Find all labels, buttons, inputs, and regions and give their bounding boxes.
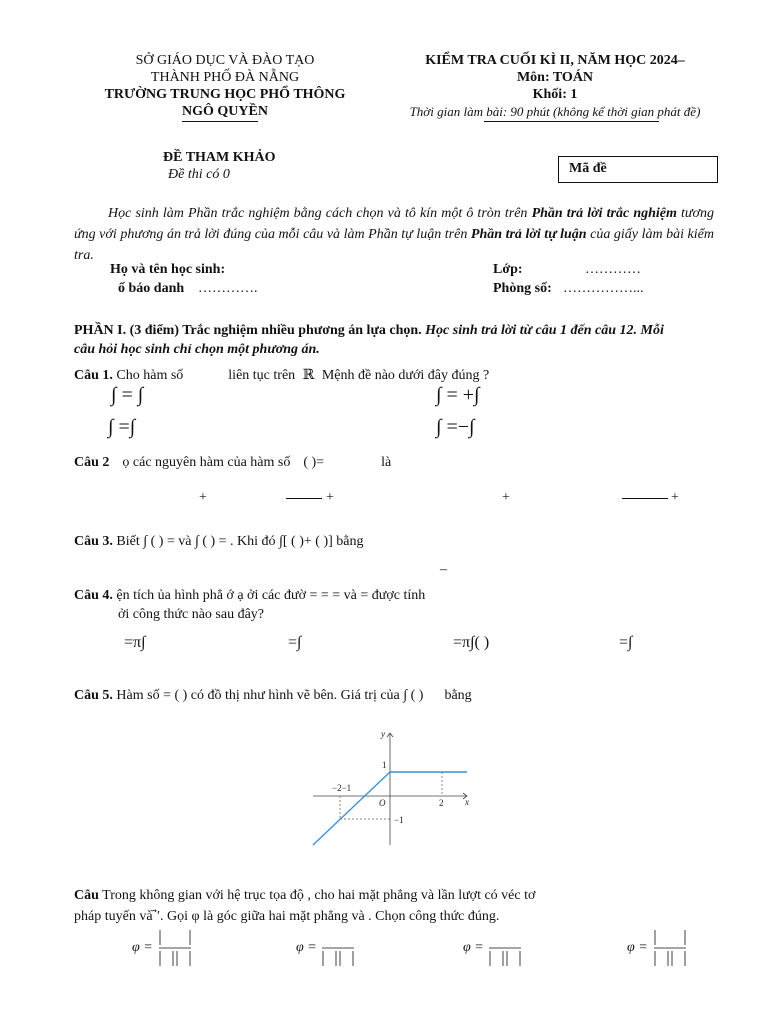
question-6-option-b-fraction bbox=[320, 928, 356, 968]
question-4-option-d[interactable]: =∫ bbox=[619, 634, 633, 651]
question-1-option-b[interactable]: ∫ = +∫ bbox=[436, 384, 480, 406]
question-1-option-c[interactable]: ∫ =∫ bbox=[108, 416, 136, 438]
question-1-label: Câu 1. bbox=[74, 368, 113, 383]
grade: Khối: 1 bbox=[532, 87, 578, 102]
instructions-paragraph bbox=[74, 203, 714, 266]
part1-heading bbox=[74, 323, 664, 339]
room-dots: ……………... bbox=[563, 281, 644, 296]
graph-line-rising bbox=[313, 772, 390, 845]
exam-title: ĐỀ THAM KHẢO bbox=[163, 150, 276, 165]
graph-x-label: x bbox=[465, 797, 469, 807]
question-1-text-c: Mệnh đề nào dưới đây đúng ? bbox=[321, 368, 490, 383]
question-4-label: Câu 4. bbox=[74, 588, 113, 603]
question-2-label: Câu 2 bbox=[74, 455, 110, 470]
question-6-text-line1: Trong không gian với hệ trục tọa độ , cho hai mặt phẳng và lần lượt có véc tơ bbox=[102, 888, 536, 903]
graph-tick-x-neg: −2−1 bbox=[332, 783, 352, 793]
instructions-bold-1: Phần trả lời trắc nghiệm bbox=[531, 206, 677, 221]
question-2-option-b[interactable]: + bbox=[326, 490, 334, 505]
header-underline-right bbox=[484, 121, 659, 122]
question-1 bbox=[74, 367, 489, 384]
question-5 bbox=[74, 688, 472, 704]
question-2-option-c[interactable]: + bbox=[502, 490, 510, 505]
room-label: Phòng số: bbox=[493, 281, 552, 296]
question-6-option-c-fraction bbox=[487, 928, 523, 968]
question-3-text: Biết ∫ ( ) = và ∫ ( ) = . Khi đó ∫[ ( )+ ( )] bằng bbox=[116, 534, 364, 549]
question-2-function: ( )= bbox=[303, 455, 325, 470]
part1-heading-line2: câu hỏi học sinh chỉ chọn một phương án. bbox=[74, 342, 320, 357]
question-5-tail: bằng bbox=[444, 688, 472, 703]
question-1-option-a[interactable]: ∫ = ∫ bbox=[111, 384, 144, 406]
question-2-option-a[interactable]: + bbox=[199, 490, 207, 505]
question-4-text-line1: ện tích ủa hình phẳ ớ ạ ởi các đườ = = = và = được tính bbox=[116, 588, 426, 603]
student-id-dots: …………. bbox=[198, 281, 258, 296]
class-dots: ………… bbox=[585, 262, 641, 277]
class-label: Lớp: bbox=[493, 262, 523, 277]
question-6-option-d-fraction bbox=[652, 928, 688, 968]
question-6-option-d[interactable]: φ = bbox=[627, 940, 648, 955]
time-allowed: Thời gian làm bài: 90 phút (không kể thời gian phát đề) bbox=[409, 104, 701, 119]
question-1-text-b: liên tục trên bbox=[228, 368, 296, 383]
instructions-text-1: Học sinh làm Phần trắc nghiệm bằng cách chọn và tô kín một ô tròn trên bbox=[108, 206, 532, 221]
exam-header bbox=[385, 52, 725, 120]
exam-subtitle: Đề thi có 0 bbox=[168, 167, 230, 182]
question-6-option-b[interactable]: φ = bbox=[296, 940, 317, 955]
question-4-option-a[interactable]: =π∫ bbox=[124, 634, 146, 651]
graph-tick-x-pos: 2 bbox=[439, 798, 444, 808]
question-2-option-d-fraction-bar bbox=[622, 498, 668, 499]
question-4-text-line2: ởi công thức nào sau đây? bbox=[118, 607, 265, 622]
question-2-option-b-fraction-bar bbox=[286, 498, 322, 499]
question-6-label: Câu bbox=[74, 888, 99, 903]
question-1-set: ℝ bbox=[302, 368, 315, 383]
instructions-text-2: tương ứng với phương án trả lời đúng của mỗi câu và làm Phần tự luận trên bbox=[74, 206, 715, 242]
question-4 bbox=[74, 588, 425, 604]
question-6-option-a[interactable]: φ = bbox=[132, 940, 153, 955]
question-4-option-b[interactable]: =∫ bbox=[288, 634, 302, 651]
question-6-option-c[interactable]: φ = bbox=[463, 940, 484, 955]
subject: Môn: TOÁN bbox=[516, 70, 594, 85]
question-2-text-b: là bbox=[381, 455, 392, 470]
school-name-line2: NGÔ QUYỀN bbox=[182, 104, 268, 119]
department-name: SỞ GIÁO DỤC VÀ ĐÀO TẠO bbox=[135, 53, 315, 68]
graph-tick-y-neg: −1 bbox=[394, 815, 404, 825]
question-3 bbox=[74, 534, 363, 550]
school-name: TRƯỜNG TRUNG HỌC PHỔ THÔNG bbox=[104, 87, 346, 102]
graph-origin: O bbox=[379, 798, 386, 808]
part1-heading-italic: Học sinh trả lời từ câu 1 đến câu 12. Mỗi bbox=[421, 323, 664, 338]
part1-heading-bold: PHẦN I. (3 điểm) Trắc nghiệm nhiều phương án lựa chọn. bbox=[74, 323, 422, 338]
question-6 bbox=[74, 888, 535, 904]
question-1-text-a: Cho hàm số bbox=[116, 368, 184, 383]
question-6-option-a-fraction bbox=[157, 928, 193, 968]
question-5-integral: ∫ ( ) bbox=[403, 688, 424, 703]
question-5-text: Hàm số = ( ) có đồ thị như hình vẽ bên. Giá trị của bbox=[116, 688, 400, 703]
graph-tick-y-pos: 1 bbox=[382, 760, 387, 770]
question-1-option-d[interactable]: ∫ =−∫ bbox=[436, 416, 475, 438]
question-3-fraction-bar: – bbox=[440, 562, 447, 577]
city-name: THÀNH PHỐ ĐÀ NẴNG bbox=[150, 70, 300, 85]
student-id-label: ố báo danh bbox=[118, 281, 185, 296]
instructions-bold-2: Phần trả lời tự luận bbox=[470, 227, 587, 242]
header-underline-left bbox=[182, 121, 258, 122]
question-2 bbox=[74, 455, 391, 471]
question-2-option-d[interactable]: + bbox=[671, 490, 679, 505]
exam-code-box bbox=[558, 156, 718, 183]
question-5-graph bbox=[305, 725, 475, 850]
exam-name: KIỂM TRA CUỐI KÌ II, NĂM HỌC 2024– bbox=[425, 53, 685, 68]
question-2-text-a: ọ các nguyên hàm của hàm số bbox=[122, 455, 291, 470]
graph-y-label: y bbox=[381, 729, 385, 739]
school-header bbox=[60, 52, 390, 120]
question-5-label: Câu 5. bbox=[74, 688, 113, 703]
question-6-text-line2: pháp tuyến và ⃗′. Gọi φ là góc giữa hai mặt phẳng và . Chọn công thức đúng. bbox=[74, 909, 500, 924]
question-4-option-c[interactable]: =π∫( ) bbox=[453, 634, 490, 651]
question-3-label: Câu 3. bbox=[74, 534, 113, 549]
instructions-text-3: của giấy làm bài kiểm tra. bbox=[74, 227, 714, 263]
exam-code-label: Mã đề bbox=[569, 161, 607, 176]
student-name-label: Họ và tên học sinh: bbox=[110, 262, 226, 277]
